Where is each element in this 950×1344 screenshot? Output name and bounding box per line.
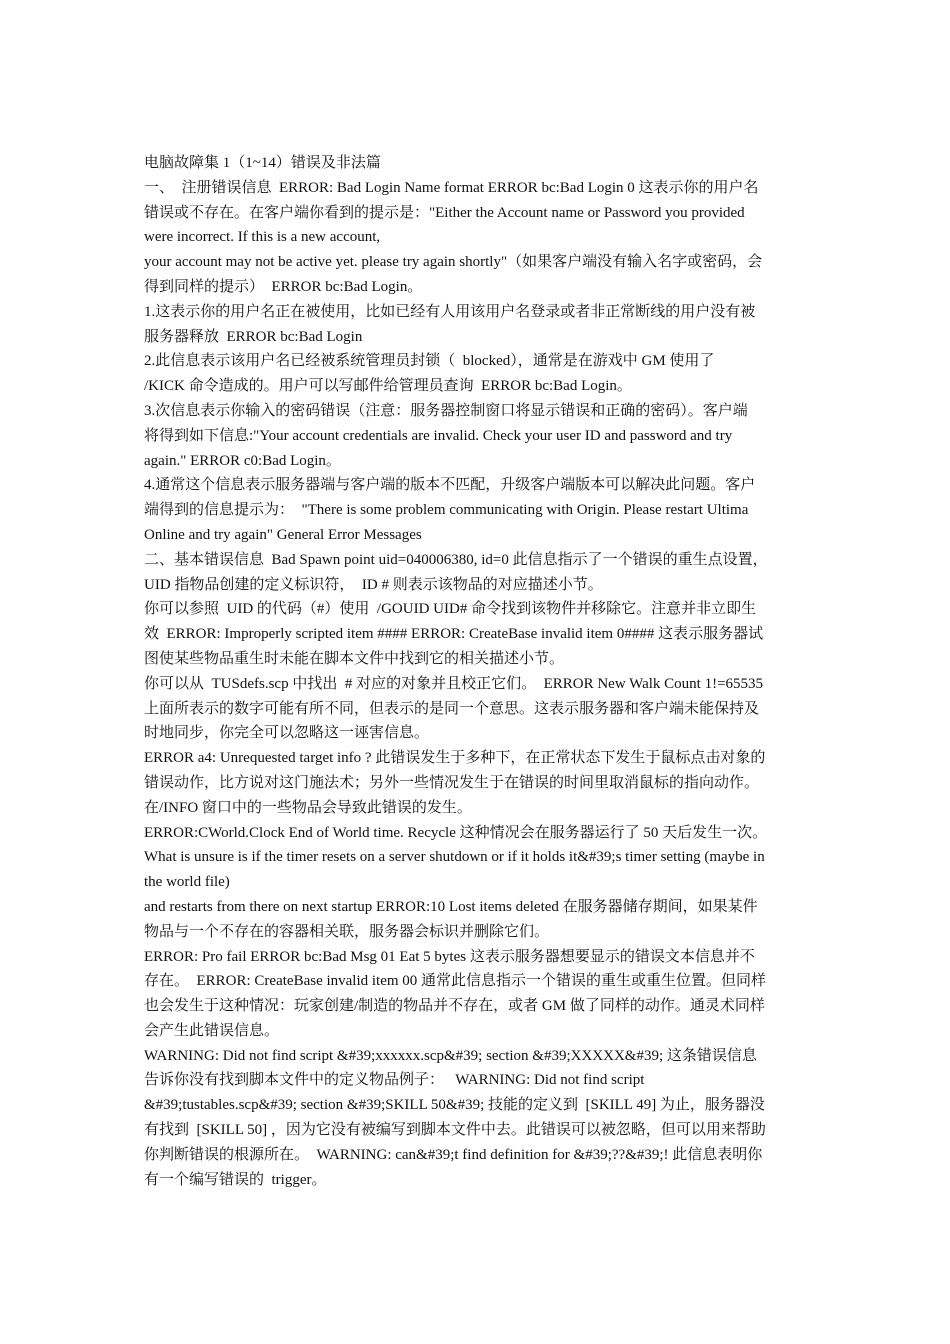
text-line: ERROR:CWorld.Clock End of World time. Recycle 这种情况会在服务器运行了 50 天后发生一次。: [144, 824, 768, 841]
text-line: the world file): [144, 874, 230, 891]
text-line: 在/INFO 窗口中的一些物品会导致此错误的发生。: [144, 799, 472, 816]
document-title: 电脑故障集 1（1~14）错误及非法篇: [144, 155, 381, 171]
text-line: 将得到如下信息:"Your account credentials are invalid. Check your user ID and password and try: [144, 427, 733, 444]
text-line: 有找到 [SKILL 50] ，因为它没有被编写到脚本文件中去。此错误可以被忽略，但可以用来帮助: [144, 1122, 766, 1139]
text-line: 时地同步，你完全可以忽略这一诬害信息。: [144, 725, 430, 742]
text-line: 错误动作，比方说对这门施法术；另外一些情况发生于在错误的时间里取消鼠标的指向动作。: [144, 774, 760, 791]
text-line: 错误或不存在。在客户端你看到的提示是："Either the Account name or Password you provided: [144, 204, 745, 221]
document-body: [144, 151, 808, 1192]
text-line: 存在。 ERROR: CreateBase invalid item 00 通常此信息指示一个错误的重生或重生位置。但同样: [144, 973, 767, 990]
text-line: ERROR: Pro fail ERROR bc:Bad Msg 01 Eat 5 bytes 这表示服务器想要显示的错误文本信息并不: [144, 948, 755, 965]
text-line: 端得到的信息提示为： "There is some problem communicating with Origin. Please restart Ultima: [144, 502, 749, 519]
text-line: 二、基本错误信息 Bad Spawn point uid=040006380, id=0 此信息指示了一个错误的重生点设置，: [144, 551, 768, 568]
text-line: 物品与一个不存在的容器相关联，服务器会标识并删除它们。: [144, 923, 550, 940]
text-line: 你可以从 TUSdefs.scp 中找出 # 对应的对象并且校正它们。 ERROR New Walk Count 1!=65535: [144, 675, 764, 692]
text-line: and restarts from there on next startup ERROR:10 Lost items deleted 在服务器储存期间，如果某件: [144, 898, 758, 915]
text-line: 会产生此错误信息。: [144, 1022, 280, 1039]
text-line: 效 ERROR: Improperly scripted item #### ERROR: CreateBase invalid item 0#### 这表示服务器试: [144, 626, 764, 643]
text-line: 也会发生于这种情况：玩家创建/制造的物品并不存在，或者 GM 做了同样的动作。通灵术同样: [144, 998, 765, 1015]
text-line: again." ERROR c0:Bad Login。: [144, 452, 341, 469]
text-line: Online and try again" General Error Messages: [144, 526, 422, 543]
text-line: 得到同样的提示） ERROR bc:Bad Login。: [144, 278, 423, 295]
text-line: 4.通常这个信息表示服务器端与客户端的版本不匹配，升级客户端版本可以解决此问题。客户: [144, 477, 756, 494]
text-line: 3.次信息表示你输入的密码错误（注意：服务器控制窗口将显示错误和正确的密码）。客户端: [144, 402, 748, 419]
text-line: your account may not be active yet. please try again shortly"（如果客户端没有输入名字或密码，会: [144, 254, 763, 271]
text-line: 有一个编写错误的 trigger。: [144, 1171, 327, 1188]
text-line: What is unsure is if the timer resets on a server shutdown or if it holds it&#39;s timer setting (maybe in: [144, 849, 765, 866]
text-line: 告诉你没有找到脚本文件中的定义物品例子： WARNING: Did not find script: [144, 1072, 645, 1089]
text-line: 一、 注册错误信息 ERROR: Bad Login Name format ERROR bc:Bad Login 0 这表示你的用户名: [144, 179, 759, 196]
text-line: UID 指物品创建的定义标识符， ID # 则表示该物品的对应描述小节。: [144, 576, 603, 593]
text-line: 图使某些物品重生时未能在脚本文件中找到它的相关描述小节。: [144, 650, 565, 667]
text-line: WARNING: Did not find script &#39;xxxxxx.scp&#39; section &#39;XXXXX&#39; 这条错误信息: [144, 1047, 757, 1064]
text-line: /KICK 命令造成的。用户可以写邮件给管理员查询 ERROR bc:Bad Login。: [144, 378, 632, 395]
text-line: 你判断错误的根源所在。 WARNING: can&#39;t find definition for &#39;??&#39;! 此信息表明你: [144, 1146, 763, 1163]
text-line: 你可以参照 UID 的代码（#）使用 /GOUID UID# 命令找到该物件并移除它。注意并非立即生: [144, 601, 757, 618]
text-line: ERROR a4: Unrequested target info ? 此错误发生于多种下，在正常状态下发生于鼠标点击对象的: [144, 750, 766, 767]
text-line: 上面所表示的数字可能有所不同，但表示的是同一个意思。这表示服务器和客户端未能保持及: [144, 700, 760, 717]
text-line: 1.这表示你的用户名正在被使用，比如已经有人用该用户名登录或者非正常断线的用户没有被: [144, 303, 756, 320]
text-line: &#39;tustables.scp&#39; section &#39;SKILL 50&#39; 技能的定义到 [SKILL 49] 为止，服务器没: [144, 1097, 765, 1114]
text-line: 服务器释放 ERROR bc:Bad Login: [144, 328, 363, 345]
text-line: 2.此信息表示该用户名已经被系统管理员封锁（ blocked），通常是在游戏中 GM 使用了: [144, 353, 715, 370]
text-line: were incorrect. If this is a new account,: [144, 229, 381, 246]
